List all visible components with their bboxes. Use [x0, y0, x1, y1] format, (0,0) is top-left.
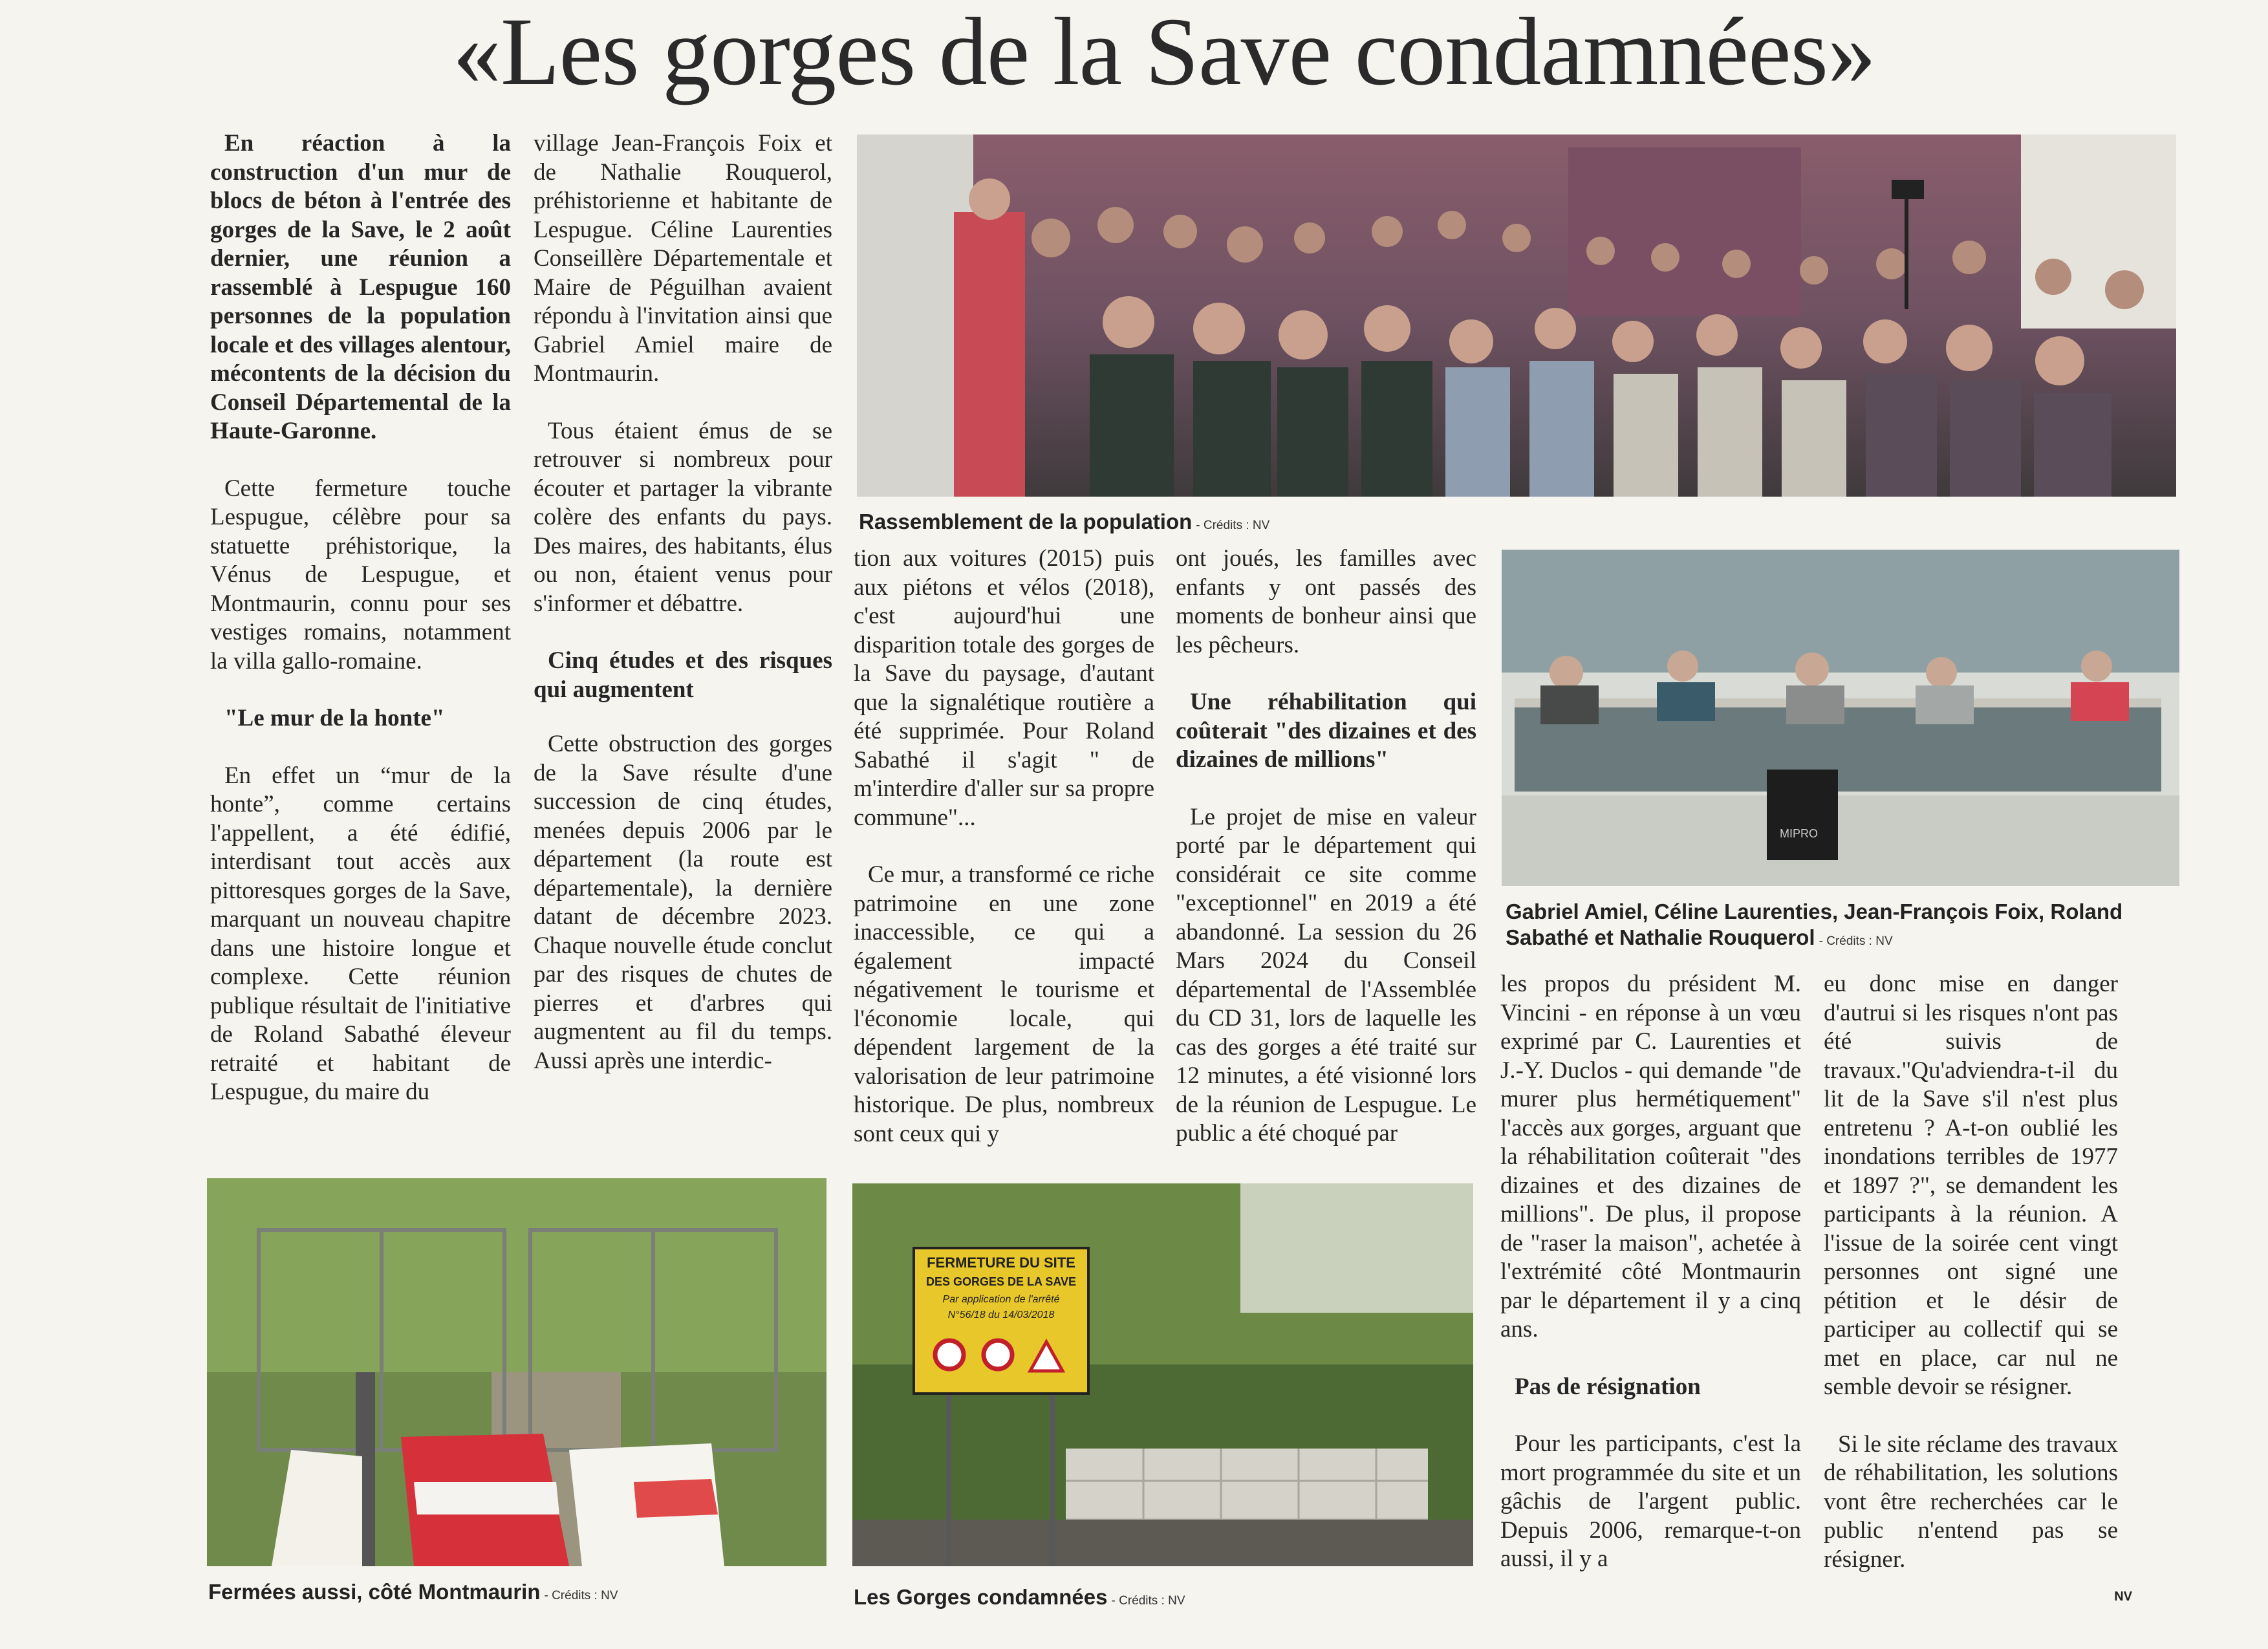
- caption-text: Rassemblement de la population: [859, 510, 1193, 534]
- lead-paragraph: En réaction à la construction d'un mur de blocs de béton à l'entrée des gorges de la Save, le 2 août dernier, une réunion a rassemblé à Lespugue 160 personnes de la population locale et des villages alentour, mécontents de la décision du Conseil Départemental de la Haute-Garonne.: [210, 130, 511, 444]
- paragraph: les propos du président M. Vincini - en réponse à un vœu exprimé par C. Laurenties et J.-Y. Duclos - qui demande "de murer plus hermétiquement" l'accès aux gorges, arguant que la réhabilitation coûterait "des dizaines et des dizaines de millions". De plus, il propose de "raser la maison", achetée à l'extrémité côté Montmaurin par le département il y a cinq ans.: [1500, 971, 1801, 1342]
- column-4: [1176, 544, 1476, 1177]
- paragraph: ont joués, les familles avec enfants y ont passés des moments de bonheur ainsi que les pêcheurs.: [1176, 545, 1476, 658]
- caption-wall: [854, 1584, 1436, 1614]
- paragraph: Le projet de mise en valeur porté par le département qui considérait ce site comme "exceptionnel" en 2019 a été abandonné. La session du 26 Mars 2024 du Conseil départemental de l'Assemblée du CD 31, lors de laquelle les cas des gorges a été traité sur 12 minutes, a été visionné lors de la réunion de Lespugue. Le public a été choqué par: [1176, 803, 1476, 1147]
- gate-photo: [207, 1178, 826, 1566]
- sign-line-4: N°56/18 du 14/03/2018: [947, 1310, 1055, 1320]
- paragraph: Cette fermeture touche Lespugue, célèbre pour sa statuette préhistorique, la Vénus de Lespugue, et Montmaurin, connu pour ses vestiges romains, notamment la villa gallo-romaine.: [210, 475, 511, 674]
- sign-line-1: FERMETURE DU SITE: [927, 1255, 1075, 1271]
- caption-text: Les Gorges condamnées: [854, 1585, 1108, 1609]
- paragraph: village Jean-François Foix et de Nathalie Rouquerol, préhistorienne et habitante de Lespugue. Céline Laurenties Conseillère Départementale et Maire de Péguilhan avaient répondu à l'invitation ainsi que Gabriel Amiel maire de Montmaurin.: [534, 130, 832, 387]
- wall-photo: [852, 1183, 1473, 1566]
- paragraph: Ce mur, a transformé ce riche patrimoine en une zone inaccessible, ce qui a également impacté négativement le tourisme et l'économie locale, qui dépendent largement de la valorisation de leur patrimoine historique. De plus, nombreux sont ceux qui y: [854, 861, 1154, 1147]
- paragraph: Cette obstruction des gorges de la Save résulte d'une succession de cinq études, menées depuis 2006 par le département (la route est départementale), la dernière datant de décembre 2023. Chaque nouvelle étude conclut par des risques de chutes de pierres et d'arbres qui augmentent au fil du temps. Aussi après une interdic-: [534, 731, 832, 1074]
- column-5: [1500, 970, 1801, 1602]
- headline: «Les gorges de la Save condamnées»: [452, 0, 1876, 105]
- credit: - Crédits : NV: [1196, 519, 1270, 532]
- author-signature: NV: [2114, 1590, 2132, 1604]
- column-6: [1824, 970, 2118, 1602]
- paragraph: Tous étaient émus de se retrouver si nombreux pour écouter et partager la vibrante colère des enfants du pays. Des maires, des habitants, élus ou non, étaient venus pour s'informer et débattre.: [534, 417, 832, 617]
- caption-crowd: [859, 509, 1506, 539]
- sign-line-2: DES GORGES DE LA SAVE: [925, 1275, 1077, 1288]
- subheading: "Le mur de la honte": [224, 705, 445, 731]
- paragraph: tion aux voitures (2015) puis aux piétons et vélos (2018), c'est aujourd'hui une disparition totale des gorges de la Save du paysage, d'autant que la signalétique routière a été supprimée. Pour Roland Sabathé il s'agit " de m'interdire d'aller sur sa propre commune"...: [854, 545, 1154, 831]
- caption-gate: [208, 1579, 790, 1609]
- panel-photo: [1502, 550, 2179, 886]
- paragraph: Si le site réclame des travaux de réhabilitation, les solutions vont être recherchées car le public n'entend pas se résigner.: [1824, 1430, 2118, 1573]
- credit: - Crédits : NV: [544, 1589, 618, 1602]
- subheading: Pas de résignation: [1515, 1373, 1701, 1400]
- crowd-photo: [857, 135, 2176, 497]
- paragraph: Pour les participants, c'est la mort programmée du site et un gâchis de l'argent public. Depuis 2006, remarque-t-on aussi, il y a: [1500, 1430, 1801, 1572]
- column-1: [210, 129, 511, 1136]
- credit: - Crédits : NV: [1111, 1594, 1185, 1608]
- speaker-brand: MIPRO: [1780, 827, 1819, 840]
- column-3: [854, 544, 1154, 1177]
- caption-panel: [1506, 899, 2181, 954]
- subheading: Une réhabilitation qui coûterait "des dizaines et des dizaines de millions": [1176, 689, 1476, 773]
- subheading: Cinq études et des risques qui augmentent: [534, 647, 832, 703]
- caption-text: Gabriel Amiel, Céline Laurenties, Jean-François Foix, Roland Sabathé et Nathalie Rouquerol: [1506, 900, 2123, 949]
- paragraph: eu donc mise en danger d'autrui si les risques n'ont pas été suivis de travaux."Qu'adviendra-t-il du lit de la Save s'il n'est plus entretenu ? A-t-on oublié les inondations terribles de 1977 et 1897 ?", se demandent les participants à la réunion. A l'issue de la soirée cent vingt personnes ont signé une pétition et le désir de participer au collectif qui se met en place, car nul ne semble devoir se résigner.: [1824, 971, 2118, 1400]
- sign-line-3: Par application de l'arrêté: [942, 1294, 1060, 1305]
- column-2: [534, 129, 832, 1104]
- paragraph: En effet un “mur de la honte”, comme certains l'appellent, a été édifié, interdisant tout accès aux pittoresques gorges de la Save, marquant un nouveau chapitre dans une histoire longue et complexe. Cette réunion publique résultait de l'initiative de Roland Sabathé éleveur retraité et habitant de Lespugue, du maire du: [210, 762, 511, 1105]
- caption-text: Fermées aussi, côté Montmaurin: [208, 1580, 541, 1604]
- credit: - Crédits : NV: [1819, 934, 1893, 948]
